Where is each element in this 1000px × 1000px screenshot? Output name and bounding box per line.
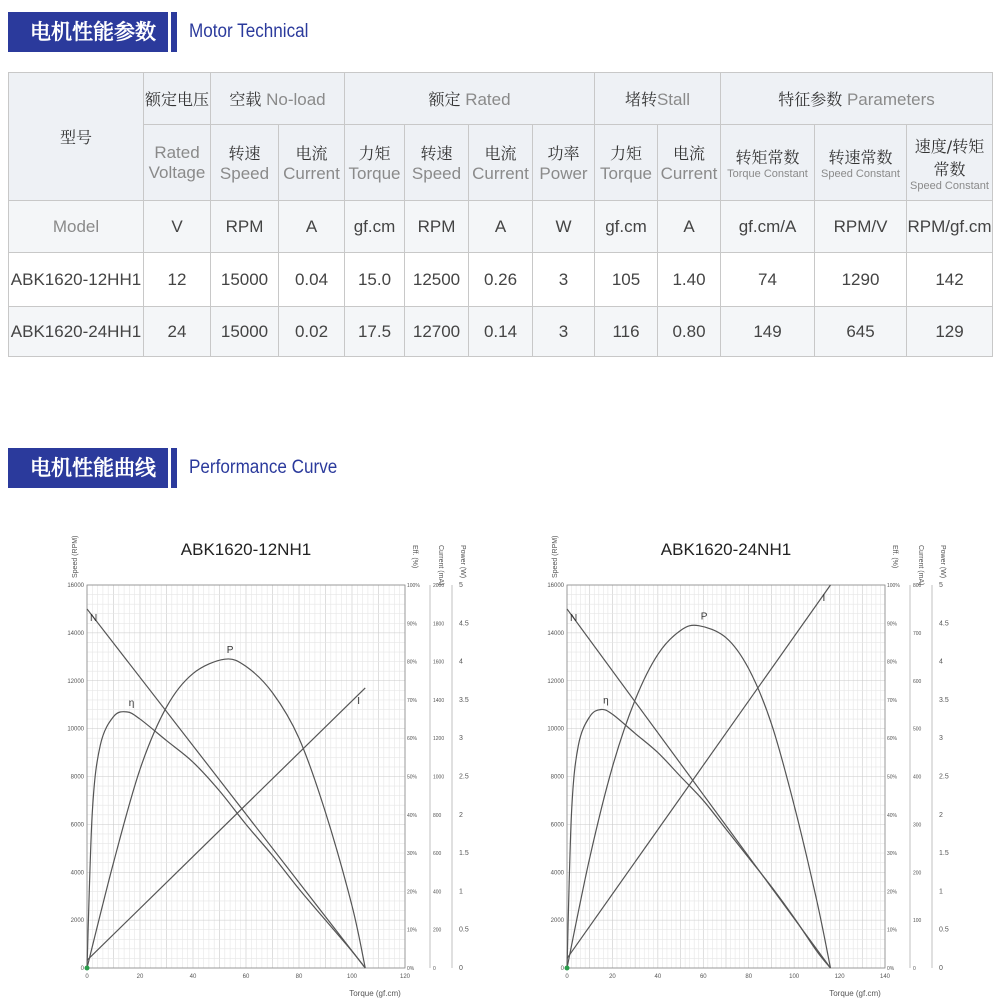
power-tick-label: 0.5 — [939, 926, 949, 934]
unit-cell: gf.cm/A — [721, 201, 815, 253]
eff-tick-label: 10% — [407, 927, 418, 934]
table-cell: 15.0 — [345, 253, 405, 307]
table-cell: 0.04 — [279, 253, 345, 307]
col-rated-current: 电流 Current — [469, 125, 533, 201]
table-cell: 0.80 — [658, 307, 721, 357]
y-tick-label: 4000 — [70, 870, 84, 877]
chart-title: ABK1620-12NH1 — [180, 540, 312, 559]
power-tick-label: 1.5 — [459, 850, 469, 858]
y-tick-label: 14000 — [67, 630, 84, 637]
col-stall-torque: 力矩 Torque — [595, 125, 658, 201]
unit-cell: A — [658, 201, 721, 253]
series-label: P — [700, 611, 708, 623]
group-rated-voltage: 额定电压 — [144, 73, 211, 125]
table-cell: 645 — [815, 307, 907, 357]
power-tick-label: 0 — [939, 965, 943, 972]
eff-tick-label: 50% — [887, 774, 898, 781]
series-label: η — [603, 695, 609, 707]
right-axis-label: Current (mA) — [437, 545, 444, 586]
table-cell: 15000 — [211, 253, 279, 307]
current-tick-label: 1800 — [433, 621, 445, 628]
y-tick-label: 10000 — [67, 726, 84, 733]
section-header-technical — [8, 12, 322, 52]
current-tick-label: 100 — [913, 918, 922, 925]
group-no-load: 空载 No-load — [211, 73, 345, 125]
table-cell: 129 — [907, 307, 993, 357]
eff-tick-label: 30% — [407, 851, 418, 858]
table-row — [9, 253, 993, 307]
power-tick-label: 2.5 — [939, 773, 949, 781]
series-label: N — [570, 612, 578, 624]
col-torque-constant: 转矩常数 Torque Constant — [721, 125, 815, 201]
eff-tick-label: 0% — [887, 966, 895, 972]
col-speed-torque-constant: 速度/转矩常数 Speed Constant — [907, 125, 993, 201]
unit-cell: RPM/gf.cm — [907, 201, 993, 253]
group-rated: 额定 Rated — [345, 73, 595, 125]
power-tick-label: 1 — [939, 888, 943, 896]
group-stall: 堵转Stall — [595, 73, 721, 125]
y-tick-label: 12000 — [67, 678, 84, 685]
x-tick-label: 20 — [609, 974, 616, 980]
eff-tick-label: 20% — [407, 889, 418, 896]
model-label-cell: Model — [9, 201, 144, 253]
current-tick-label: 800 — [913, 583, 922, 589]
spec-table — [8, 72, 993, 357]
current-tick-label: 500 — [913, 726, 922, 733]
table-cell: 1.40 — [658, 253, 721, 307]
section-title-en: Motor Technical — [189, 21, 309, 42]
table-cell: 142 — [907, 253, 993, 307]
table-cell: 105 — [595, 253, 658, 307]
current-tick-label: 800 — [433, 812, 442, 819]
y-axis-label: Speed (RPM) — [552, 535, 559, 578]
eff-tick-label: 30% — [887, 851, 898, 858]
series-label: N — [90, 612, 98, 624]
eff-tick-label: 90% — [887, 621, 898, 628]
unit-cell: gf.cm — [345, 201, 405, 253]
y-tick-label: 0 — [560, 966, 564, 972]
current-tick-label: 400 — [433, 889, 442, 896]
x-tick-label: 120 — [834, 974, 845, 980]
x-tick-label: 20 — [136, 974, 144, 980]
y-tick-label: 2000 — [550, 918, 564, 925]
col-rated-power: 功率 Power — [533, 125, 595, 201]
current-tick-label: 600 — [433, 851, 442, 858]
unit-cell: A — [469, 201, 533, 253]
table-cell: 149 — [721, 307, 815, 357]
table-cell: 1290 — [815, 253, 907, 307]
power-tick-label: 0.5 — [459, 926, 469, 934]
eff-tick-label: 90% — [407, 621, 418, 628]
y-axis-label: Speed (RPM) — [72, 535, 79, 578]
y-tick-label: 8000 — [550, 774, 564, 781]
power-tick-label: 4.5 — [939, 620, 949, 628]
power-tick-label: 3 — [939, 735, 943, 743]
table-header-row-columns — [9, 125, 993, 201]
right-axis-label: Power (W) — [459, 545, 466, 579]
unit-cell: gf.cm — [595, 201, 658, 253]
x-tick-label: 0 — [85, 974, 89, 980]
series-line-N — [87, 609, 365, 968]
eff-tick-label: 100% — [407, 583, 420, 589]
series-label: I — [357, 695, 361, 707]
right-axis-label: Eff. (%) — [891, 545, 898, 569]
x-tick-label: 100 — [346, 974, 358, 980]
section-title-cn: 电机性能参数 — [8, 12, 168, 52]
y-tick-label: 0 — [80, 966, 84, 972]
series-label: P — [226, 645, 234, 657]
y-tick-label: 16000 — [67, 583, 84, 589]
eff-tick-label: 70% — [407, 697, 418, 704]
power-tick-label: 4 — [459, 658, 463, 666]
section-notch — [171, 12, 177, 52]
x-tick-label: 40 — [654, 974, 662, 980]
eff-tick-label: 60% — [407, 736, 418, 743]
eff-tick-label: 70% — [887, 697, 898, 704]
current-tick-label: 200 — [433, 927, 442, 934]
col-speed-constant: 转速常数 Speed Constant — [815, 125, 907, 201]
col-noload-current: 电流 Current — [279, 125, 345, 201]
current-tick-label: 1200 — [433, 736, 445, 743]
current-tick-label: 200 — [913, 870, 922, 877]
y-tick-label: 6000 — [70, 822, 84, 829]
x-tick-label: 40 — [189, 974, 197, 980]
unit-cell: RPM — [211, 201, 279, 253]
power-tick-label: 3.5 — [939, 696, 949, 704]
eff-tick-label: 60% — [887, 736, 898, 743]
power-tick-label: 5 — [939, 582, 943, 589]
table-cell: 3 — [533, 253, 595, 307]
table-cell: 0.14 — [469, 307, 533, 357]
series-label: η — [128, 697, 135, 709]
power-tick-label: 2.5 — [459, 773, 469, 781]
eff-tick-label: 10% — [887, 927, 898, 934]
right-axis-label: Current (mA) — [917, 545, 924, 586]
current-tick-label: 0 — [913, 966, 916, 972]
eff-tick-label: 50% — [407, 774, 418, 781]
y-tick-label: 10000 — [547, 726, 564, 733]
table-cell: 15000 — [211, 307, 279, 357]
model-cell: ABK1620-24HH1 — [9, 307, 144, 357]
x-tick-label: 120 — [399, 974, 411, 980]
section-title-cn: 电机性能曲线 — [8, 448, 168, 488]
col-noload-speed: 转速 Speed — [211, 125, 279, 201]
right-axis-label: Eff. (%) — [411, 545, 418, 569]
table-units-row — [9, 201, 993, 253]
model-header-cell: 型号 — [9, 73, 144, 201]
current-tick-label: 1400 — [433, 697, 445, 704]
col-rated-speed: 转速 Speed — [405, 125, 469, 201]
eff-tick-label: 100% — [887, 583, 900, 589]
current-tick-label: 300 — [913, 822, 922, 829]
col-rated-torque: 力矩 Torque — [345, 125, 405, 201]
power-tick-label: 5 — [459, 582, 463, 589]
eff-tick-label: 40% — [407, 812, 418, 819]
y-tick-label: 6000 — [550, 822, 564, 829]
current-tick-label: 400 — [913, 774, 922, 781]
section-header-curve — [8, 448, 354, 488]
current-tick-label: 2000 — [433, 583, 445, 589]
table-header-row-groups — [9, 73, 993, 125]
x-tick-label: 100 — [789, 974, 800, 980]
y-tick-label: 4000 — [550, 870, 564, 877]
x-tick-label: 80 — [295, 974, 303, 980]
col-stall-current: 电流 Current — [658, 125, 721, 201]
power-tick-label: 2 — [939, 811, 943, 819]
table-cell: 3 — [533, 307, 595, 357]
current-tick-label: 1000 — [433, 774, 445, 781]
x-axis-label: Torque (gf.cm) — [829, 989, 881, 998]
current-tick-label: 700 — [913, 630, 922, 637]
power-tick-label: 0 — [459, 965, 463, 972]
eff-tick-label: 40% — [887, 812, 898, 819]
y-tick-label: 8000 — [70, 774, 84, 781]
table-cell: 24 — [144, 307, 211, 357]
power-tick-label: 4 — [939, 658, 943, 666]
y-tick-label: 16000 — [547, 583, 564, 589]
eff-tick-label: 0% — [407, 966, 415, 972]
unit-cell: RPM — [405, 201, 469, 253]
y-tick-label: 14000 — [547, 630, 564, 637]
table-row — [9, 307, 993, 357]
current-tick-label: 1600 — [433, 659, 445, 666]
table-cell: 116 — [595, 307, 658, 357]
unit-cell: RPM/V — [815, 201, 907, 253]
table-cell: 74 — [721, 253, 815, 307]
power-tick-label: 3.5 — [459, 696, 469, 704]
current-tick-label: 600 — [913, 678, 922, 685]
x-tick-label: 60 — [242, 974, 250, 980]
x-tick-label: 80 — [745, 974, 753, 980]
right-axis-label: Power (W) — [939, 545, 946, 579]
x-axis-label: Torque (gf.cm) — [349, 989, 401, 998]
table-cell: 17.5 — [345, 307, 405, 357]
origin-dot — [565, 966, 570, 971]
performance-chart-24v — [535, 530, 955, 998]
performance-chart-12v — [55, 530, 475, 998]
chart-title: ABK1620-24NH1 — [660, 540, 792, 559]
eff-tick-label: 20% — [887, 889, 898, 896]
section-notch — [171, 448, 177, 488]
power-tick-label: 1 — [459, 888, 463, 896]
table-cell: 12500 — [405, 253, 469, 307]
table-cell: 0.26 — [469, 253, 533, 307]
table-cell: 0.02 — [279, 307, 345, 357]
current-tick-label: 0 — [433, 966, 436, 972]
eff-tick-label: 80% — [407, 659, 418, 666]
col-rated-voltage: Rated Voltage — [144, 125, 211, 201]
y-tick-label: 12000 — [547, 678, 564, 685]
table-cell: 12700 — [405, 307, 469, 357]
y-tick-label: 2000 — [70, 918, 84, 925]
power-tick-label: 4.5 — [459, 620, 469, 628]
model-cell: ABK1620-12HH1 — [9, 253, 144, 307]
series-label: I — [822, 593, 826, 604]
unit-cell: A — [279, 201, 345, 253]
x-tick-label: 0 — [565, 974, 569, 980]
power-tick-label: 2 — [459, 811, 463, 819]
eff-tick-label: 80% — [887, 659, 898, 666]
group-parameters: 特征参数 Parameters — [721, 73, 993, 125]
origin-dot — [85, 966, 90, 971]
section-title-en: Performance Curve — [189, 457, 338, 478]
table-cell: 12 — [144, 253, 211, 307]
x-tick-label: 140 — [879, 974, 891, 980]
power-tick-label: 3 — [459, 735, 463, 743]
unit-cell: W — [533, 201, 595, 253]
x-tick-label: 60 — [699, 974, 707, 980]
unit-cell: V — [144, 201, 211, 253]
power-tick-label: 1.5 — [939, 850, 949, 858]
